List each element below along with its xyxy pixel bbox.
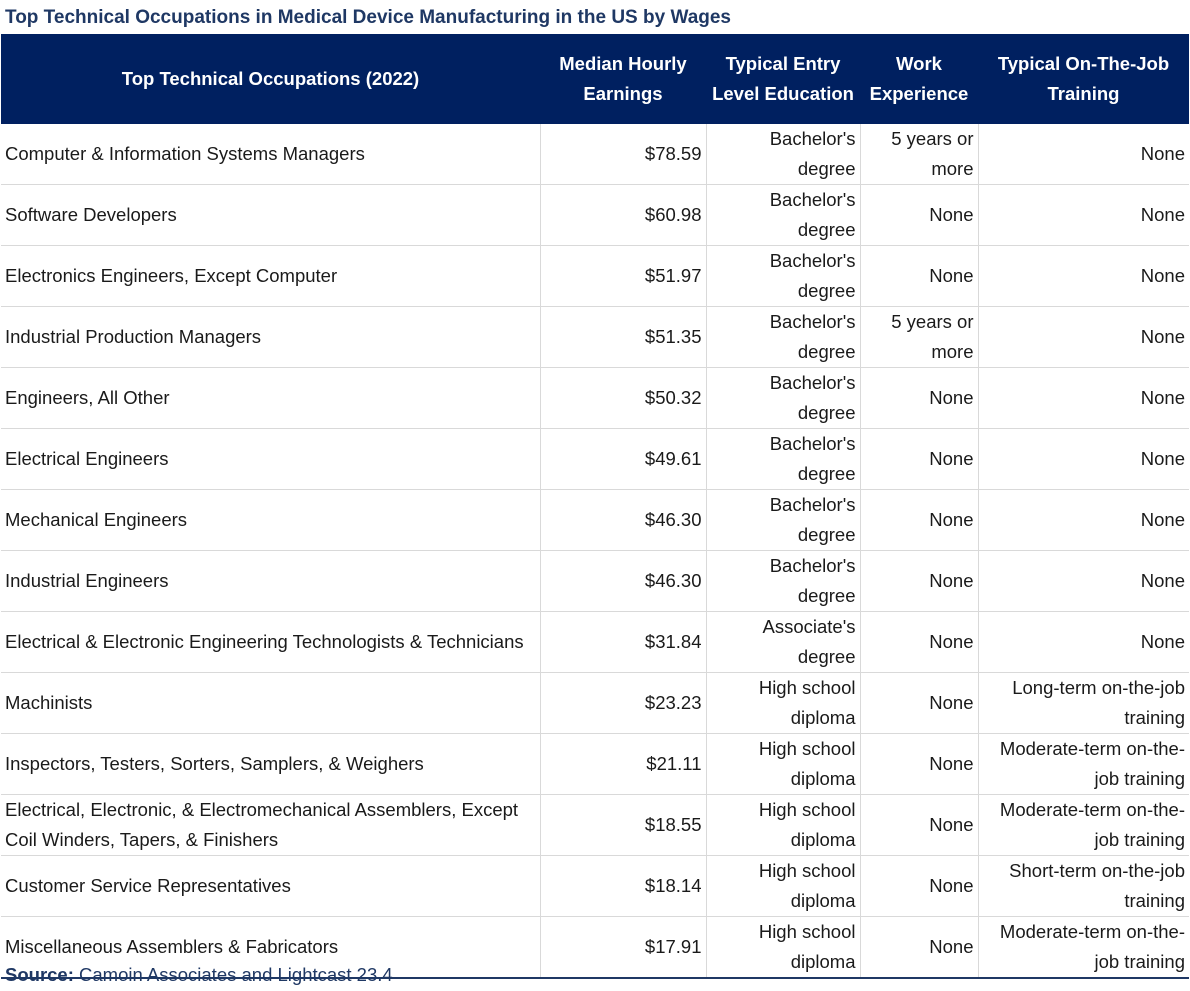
occupation-cell: Miscellaneous Assemblers & Fabricators	[1, 917, 540, 979]
training-cell: Short-term on-the-job training	[978, 856, 1189, 917]
experience-cell: None	[860, 734, 978, 795]
experience-cell: None	[860, 612, 978, 673]
education-cell: High school diploma	[706, 795, 860, 856]
source-note	[5, 962, 393, 988]
occupation-cell: Inspectors, Testers, Sorters, Samplers, & Weighers	[1, 734, 540, 795]
earnings-cell: $46.30	[540, 551, 706, 612]
training-cell: None	[978, 612, 1189, 673]
earnings-cell: $21.11	[540, 734, 706, 795]
occupation-cell: Engineers, All Other	[1, 368, 540, 429]
education-cell: High school diploma	[706, 917, 860, 979]
education-cell: High school diploma	[706, 673, 860, 734]
earnings-cell: $51.35	[540, 307, 706, 368]
table-body	[1, 124, 1189, 978]
header-training: Typical On-The-Job Training	[978, 34, 1189, 124]
earnings-cell: $46.30	[540, 490, 706, 551]
table-row	[1, 185, 1189, 246]
table-row	[1, 246, 1189, 307]
earnings-cell: $78.59	[540, 124, 706, 185]
training-cell: None	[978, 246, 1189, 307]
occupation-cell: Machinists	[1, 673, 540, 734]
source-text: Camoin Associates and Lightcast 23.4	[79, 964, 393, 985]
earnings-cell: $18.14	[540, 856, 706, 917]
training-cell: None	[978, 551, 1189, 612]
experience-cell: None	[860, 246, 978, 307]
table-row	[1, 734, 1189, 795]
experience-cell: None	[860, 795, 978, 856]
table-row	[1, 612, 1189, 673]
education-cell: Bachelor's degree	[706, 246, 860, 307]
table-header	[1, 34, 1189, 124]
experience-cell: None	[860, 429, 978, 490]
table-row	[1, 490, 1189, 551]
occupation-cell: Mechanical Engineers	[1, 490, 540, 551]
experience-cell: 5 years or more	[860, 124, 978, 185]
earnings-cell: $18.55	[540, 795, 706, 856]
occupations-table	[1, 34, 1189, 979]
header-occupation: Top Technical Occupations (2022)	[1, 34, 540, 124]
occupation-cell: Electronics Engineers, Except Computer	[1, 246, 540, 307]
header-education: Typical Entry Level Education	[706, 34, 860, 124]
table-row	[1, 673, 1189, 734]
earnings-cell: $31.84	[540, 612, 706, 673]
education-cell: Bachelor's degree	[706, 368, 860, 429]
education-cell: High school diploma	[706, 856, 860, 917]
occupation-cell: Customer Service Representatives	[1, 856, 540, 917]
education-cell: Bachelor's degree	[706, 429, 860, 490]
header-earnings: Median Hourly Earnings	[540, 34, 706, 124]
table-row	[1, 795, 1189, 856]
table-title: Top Technical Occupations in Medical Device Manufacturing in the US by Wages	[5, 7, 731, 28]
header-row	[1, 34, 1189, 124]
training-cell: None	[978, 185, 1189, 246]
earnings-cell: $60.98	[540, 185, 706, 246]
occupation-cell: Electrical, Electronic, & Electromechanical Assemblers, Except Coil Winders, Tapers, & Finishers	[1, 795, 540, 856]
education-cell: Bachelor's degree	[706, 551, 860, 612]
header-experience: Work Experience	[860, 34, 978, 124]
training-cell: None	[978, 307, 1189, 368]
table-row	[1, 368, 1189, 429]
earnings-cell: $17.91	[540, 917, 706, 979]
education-cell: Associate's degree	[706, 612, 860, 673]
experience-cell: None	[860, 673, 978, 734]
occupation-cell: Electrical Engineers	[1, 429, 540, 490]
training-cell: Moderate-term on-the-job training	[978, 917, 1189, 979]
table-row	[1, 429, 1189, 490]
experience-cell: None	[860, 185, 978, 246]
earnings-cell: $50.32	[540, 368, 706, 429]
occupation-cell: Industrial Production Managers	[1, 307, 540, 368]
earnings-cell: $49.61	[540, 429, 706, 490]
experience-cell: 5 years or more	[860, 307, 978, 368]
occupation-cell: Software Developers	[1, 185, 540, 246]
education-cell: Bachelor's degree	[706, 124, 860, 185]
table-row	[1, 307, 1189, 368]
experience-cell: None	[860, 368, 978, 429]
earnings-cell: $51.97	[540, 246, 706, 307]
training-cell: None	[978, 429, 1189, 490]
training-cell: Moderate-term on-the-job training	[978, 734, 1189, 795]
education-cell: Bachelor's degree	[706, 185, 860, 246]
occupation-cell: Industrial Engineers	[1, 551, 540, 612]
experience-cell: None	[860, 856, 978, 917]
experience-cell: None	[860, 490, 978, 551]
education-cell: Bachelor's degree	[706, 307, 860, 368]
occupation-cell: Computer & Information Systems Managers	[1, 124, 540, 185]
experience-cell: None	[860, 917, 978, 979]
training-cell: None	[978, 490, 1189, 551]
training-cell: None	[978, 368, 1189, 429]
education-cell: Bachelor's degree	[706, 490, 860, 551]
earnings-cell: $23.23	[540, 673, 706, 734]
table-row	[1, 551, 1189, 612]
education-cell: High school diploma	[706, 734, 860, 795]
source-label: Source:	[5, 964, 74, 985]
occupation-cell: Electrical & Electronic Engineering Technologists & Technicians	[1, 612, 540, 673]
training-cell: Moderate-term on-the-job training	[978, 795, 1189, 856]
experience-cell: None	[860, 551, 978, 612]
table-row	[1, 124, 1189, 185]
training-cell: None	[978, 124, 1189, 185]
table-row	[1, 856, 1189, 917]
training-cell: Long-term on-the-job training	[978, 673, 1189, 734]
